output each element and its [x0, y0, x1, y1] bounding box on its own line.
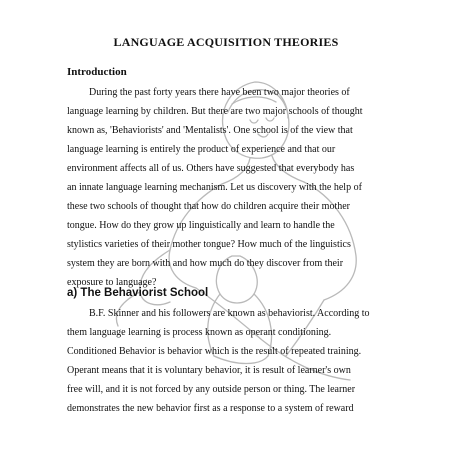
paragraph-line: language learning is entirely the product of experience and that our — [67, 144, 336, 155]
paragraph-line: environment affects all of us. Others have suggested that everybody has — [67, 163, 355, 174]
paragraph-line: B.F. Skinner and his followers are known as behaviorist. According to — [89, 308, 370, 319]
paragraph-line: exposure to language? — [67, 277, 157, 288]
behaviorist-school-heading: a) The Behaviorist School — [67, 287, 209, 299]
document-title: LANGUAGE ACQUISITION THEORIES — [113, 35, 339, 49]
paragraph-line: tongue. How do they grow up linguistically and learn to handle the — [67, 220, 335, 231]
paragraph-line: them language learning is process known as operant conditioning. — [67, 327, 332, 338]
paragraph-line: language learning by children. But there are two major schools of thought — [67, 106, 363, 117]
introduction-heading: Introduction — [67, 66, 127, 78]
paragraph-line: system they are born with and how much do they discover from their — [67, 258, 344, 269]
paragraph-line: Operant means that it is voluntary behavior, it is result of learner's own — [67, 365, 351, 376]
paragraph-line: these two schools of thought that how do children acquire their mother — [67, 201, 350, 212]
paragraph-line: During the past forty years there have been two major theories of — [89, 87, 350, 98]
paragraph-line: known as, 'Behaviorists' and 'Mentalists'. One school is of the view that — [67, 125, 353, 136]
paragraph-line: Conditioned Behavior is behavior which is the result of repeated training. — [67, 346, 362, 357]
paragraph-line: demonstrates the new behavior first as a response to a system of reward — [67, 403, 354, 414]
paragraph-line: free will, and it is not forced by any outside person or thing. The learner — [67, 384, 356, 395]
paragraph-line: stylistics varieties of their mother tongue? How much of the linguistics — [67, 239, 351, 250]
paragraph-line: an innate language learning mechanism. Let us discovery with the help of — [67, 182, 362, 193]
